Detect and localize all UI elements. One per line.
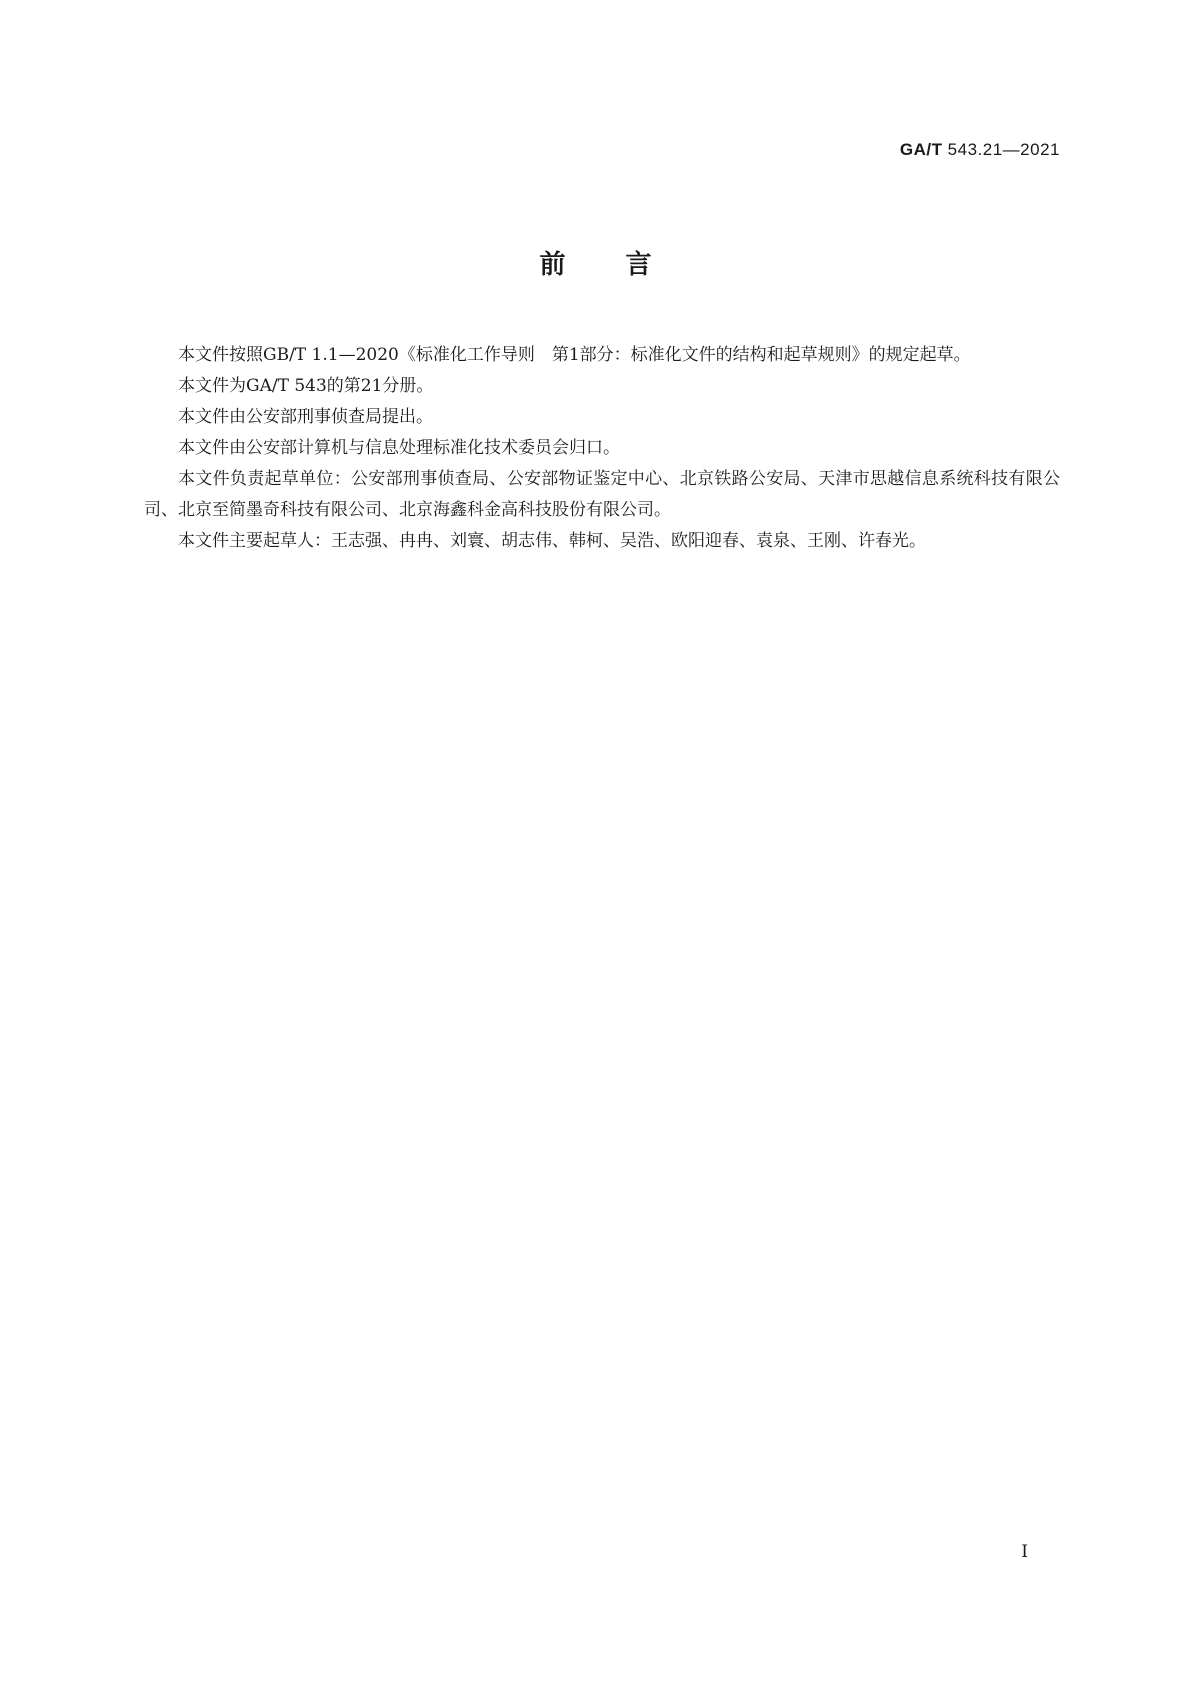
paragraph-drafting-rules: 本文件按照GB/T 1.1—2020《标准化工作导则 第1部分：标准化文件的结构和起草规则》的规定起草。	[178, 345, 971, 365]
paragraph-drafters: 本文件主要起草人：王志强、冉冉、刘寰、胡志伟、韩柯、吴浩、欧阳迎春、袁泉、王刚、许春光。	[178, 531, 926, 551]
paragraph-technical-committee: 本文件由公安部计算机与信息处理标准化技术委员会归口。	[178, 438, 620, 458]
standard-code	[900, 140, 1060, 160]
standard-number: 543.21—2021	[942, 140, 1060, 159]
page-title: 前言	[539, 250, 712, 280]
paragraph-proposer: 本文件由公安部刑事侦查局提出。	[178, 407, 433, 427]
paragraph-drafting-units: 本文件负责起草单位：公安部刑事侦查局、公安部物证鉴定中心、北京铁路公安局、天津市思越信息系统科技有限公司、北京至简墨奇科技有限公司、北京海鑫科金高科技股份有限公司。	[144, 469, 1060, 520]
foreword-body	[144, 340, 1060, 557]
page-number: I	[1021, 1542, 1028, 1562]
paragraph-part-number: 本文件为GA/T 543的第21分册。	[178, 376, 434, 396]
standard-prefix: GA/T	[899, 140, 943, 159]
